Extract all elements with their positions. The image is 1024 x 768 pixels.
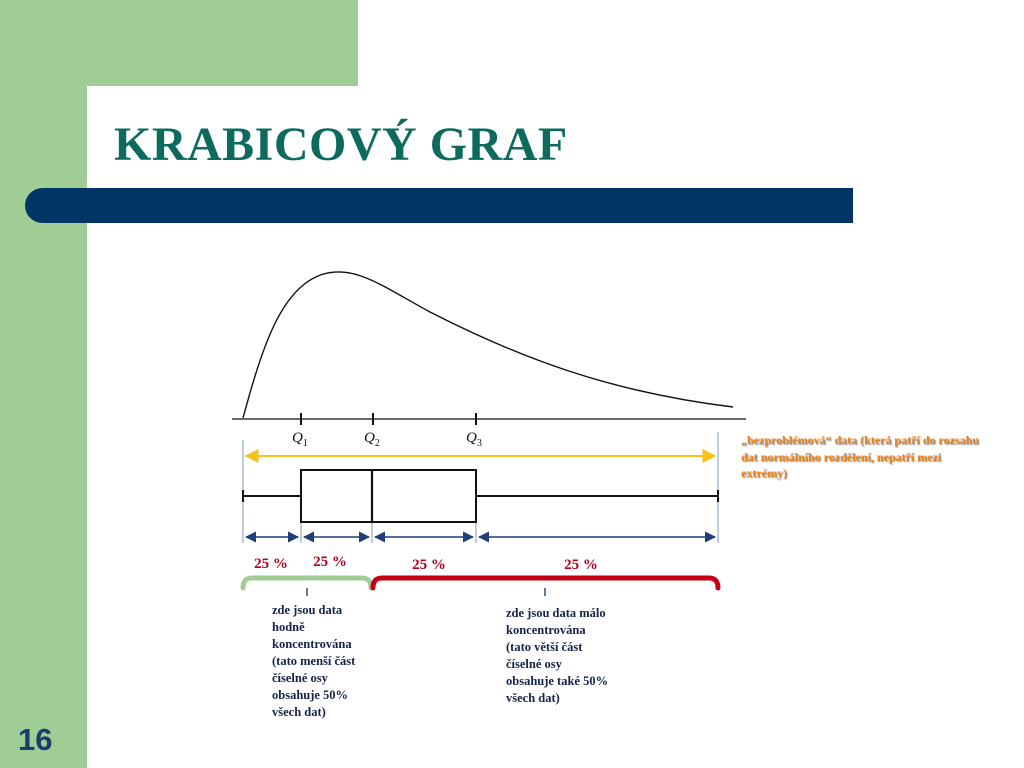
green-bracket: [243, 578, 371, 588]
right-concentration-note: zde jsou data málo koncentrována (tato větší část číselné osy obsahuje také 50% všech dat): [506, 606, 609, 705]
red-bracket: [373, 578, 718, 588]
q1-label: $Q_1$: [292, 430, 308, 449]
percent-label-3: 25 %: [412, 557, 446, 573]
box-q1-q3: [301, 470, 476, 522]
percent-label-4: 25 %: [564, 557, 598, 573]
percent-label-2: 25 %: [313, 554, 347, 570]
page-number: 16: [18, 722, 53, 757]
left-concentration-note: zde jsou data hodně koncentrována (tato menší část číselné osy obsahuje 50% všech dat): [272, 603, 356, 719]
distribution-curve: [243, 272, 733, 418]
range-note: „bezproblémová“ data (která patří do rozsahu dat normálního rozdělení, nepatří mezi extrémy): [741, 433, 979, 480]
q2-label: $Q_2$: [364, 430, 380, 449]
slide-title: KRABICOVÝ GRAF: [114, 118, 568, 171]
q3-label: $Q_3$: [466, 430, 482, 449]
percent-label-1: 25 %: [254, 556, 288, 572]
